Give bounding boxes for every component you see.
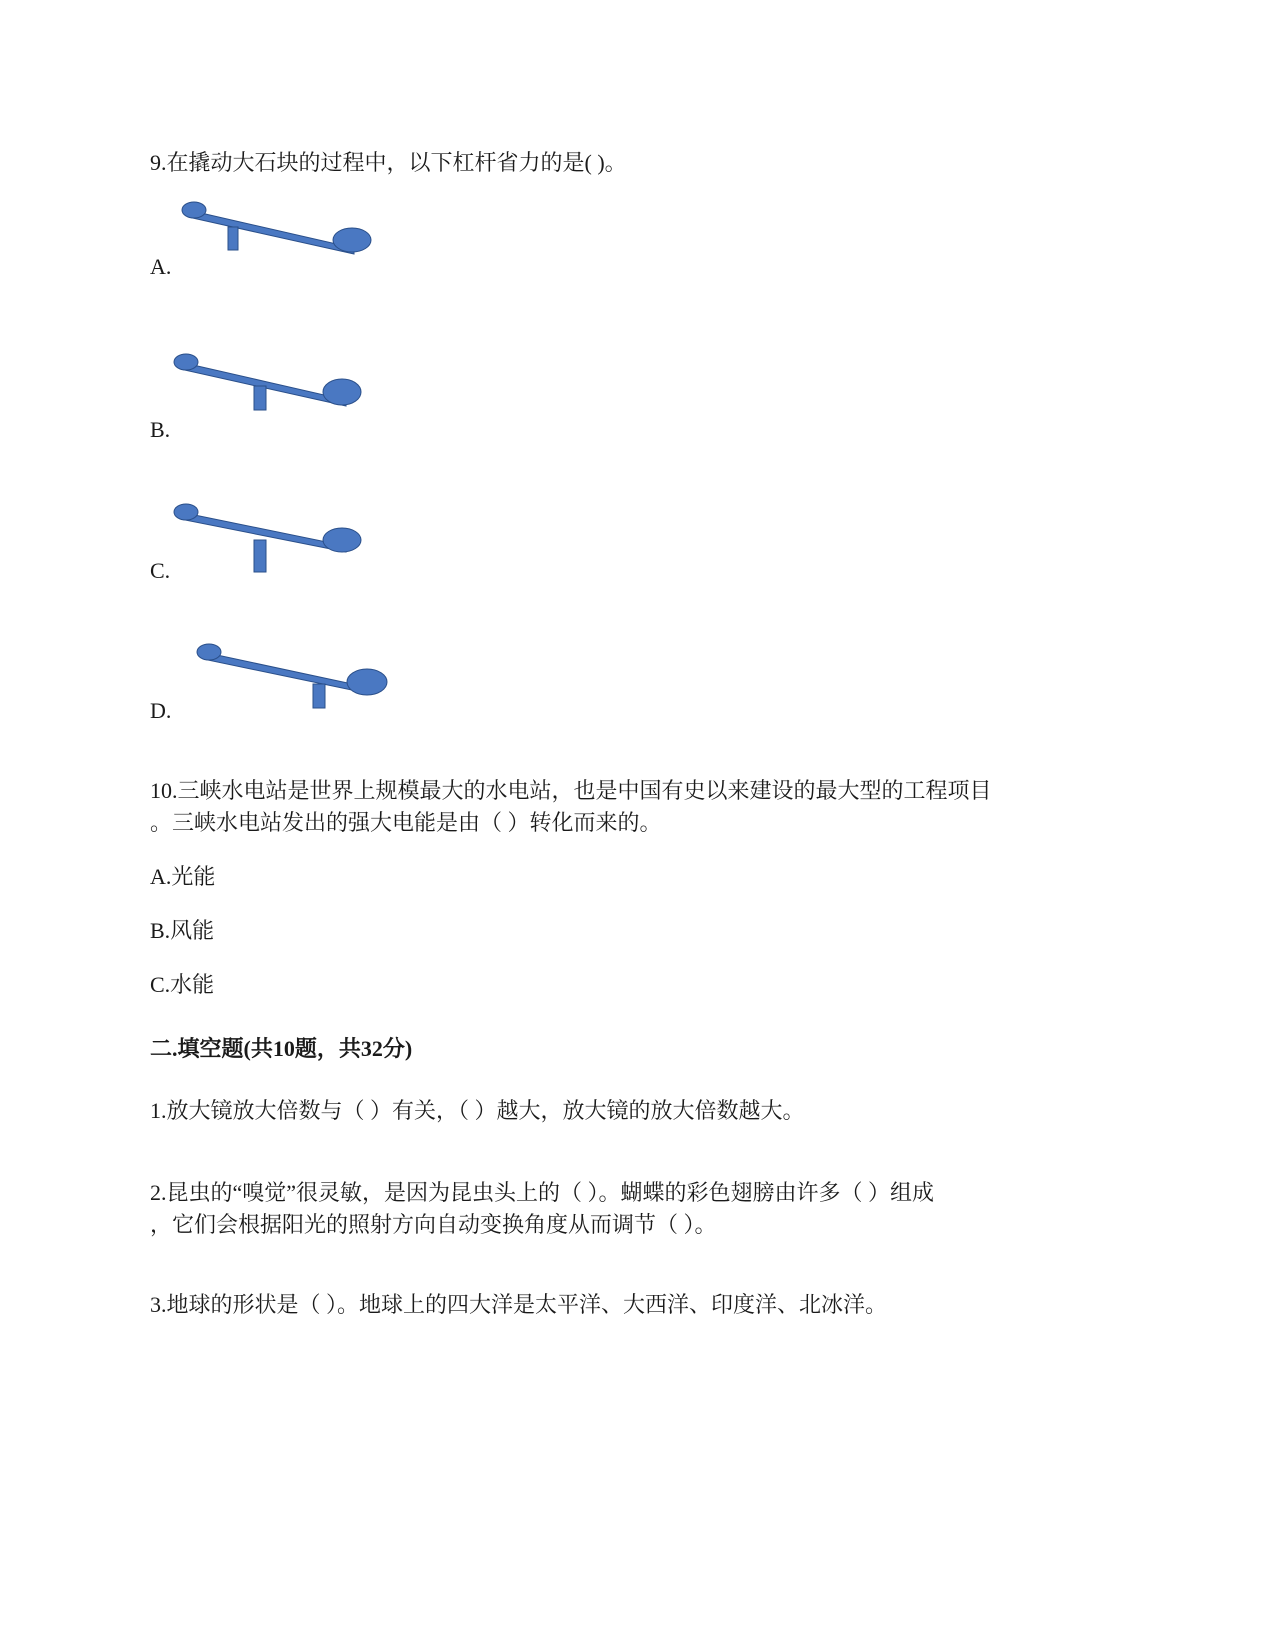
- small-weight-icon: [174, 504, 198, 520]
- fulcrum-icon: [228, 227, 238, 250]
- small-weight-icon: [182, 202, 206, 218]
- large-stone-icon: [323, 528, 361, 552]
- question-10-option-b[interactable]: B.风能: [150, 918, 215, 943]
- question-10-option-a[interactable]: A.光能: [150, 864, 216, 889]
- option-d-label[interactable]: D.: [150, 698, 172, 723]
- lever-diagram-a: [180, 198, 380, 258]
- fulcrum-icon: [313, 684, 325, 708]
- question-10-option-c[interactable]: C.水能: [150, 972, 215, 997]
- fill-blank-1: 1.放大镜放大倍数与（ ）有关，（ ）越大，放大镜的放大倍数越大。: [150, 1098, 805, 1123]
- fill-blank-2-line1: 2.昆虫的“嗅觉”很灵敏，是因为昆虫头上的（ ）。蝴蝶的彩色翅膀由许多（ ）组成: [150, 1180, 935, 1205]
- question-9-stem: 9.在撬动大石块的过程中，以下杠杆省力的是( )。: [150, 150, 627, 175]
- fulcrum-icon: [254, 386, 266, 410]
- large-stone-icon: [323, 379, 361, 405]
- lever-diagram-b: [172, 348, 372, 414]
- small-weight-icon: [197, 644, 221, 660]
- lever-diagram-c: [172, 500, 372, 576]
- fill-blank-2-line2: ，它们会根据阳光的照射方向自动变换角度从而调节（ ）。: [150, 1212, 717, 1237]
- option-a-label[interactable]: A.: [150, 254, 172, 279]
- fulcrum-icon: [254, 540, 266, 572]
- question-10-stem-line2: 。三峡水电站发出的强大电能是由（ ）转化而来的。: [150, 810, 662, 835]
- large-stone-icon: [333, 228, 371, 252]
- question-10-stem-line1: 10.三峡水电站是世界上规模最大的水电站，也是中国有史以来建设的最大型的工程项目: [150, 778, 992, 803]
- lever-diagram-d: [195, 640, 395, 712]
- option-c-label[interactable]: C.: [150, 558, 171, 583]
- section-2-heading: 二.填空题(共10题，共32分): [150, 1036, 413, 1061]
- fill-blank-3: 3.地球的形状是（ ）。地球上的四大洋是太平洋、大西洋、印度洋、北冰洋。: [150, 1292, 888, 1317]
- option-b-label[interactable]: B.: [150, 417, 171, 442]
- small-weight-icon: [174, 354, 198, 370]
- large-stone-icon: [347, 669, 387, 695]
